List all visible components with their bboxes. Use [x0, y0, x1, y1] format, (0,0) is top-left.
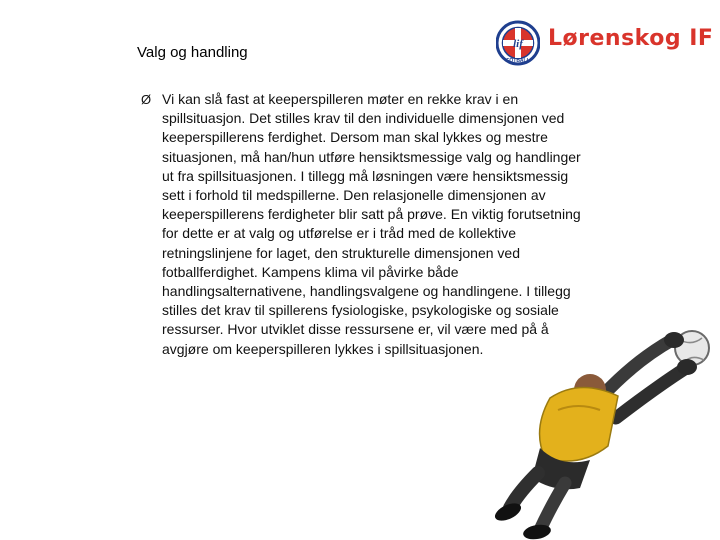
goalkeeper-diving-icon [440, 318, 720, 540]
badge-ring-text: FOTBALL [506, 58, 530, 64]
club-name: Lørenskog IF [548, 26, 714, 51]
slide-title: Valg og handling [137, 44, 248, 61]
bullet-marker-icon: Ø [141, 92, 152, 107]
badge-letters: lif [513, 38, 523, 50]
club-badge-icon [496, 18, 540, 68]
bullet-text: Vi kan slå fast at keeperspilleren møter en rekke krav i en spillsituasjon. Det stilles krav til den individuelle dimensjonen ved keeperspillerens ferdighet. Dersom man skal lykkes og mestre situasjonen, må han/hun utføre hensiktsmessige valg og handlinger ut fra spillsituasjonen. I tillegg må løsningen være hensiktsmessig sett i forhold til medspillerne. Den relasjonelle dimensjonen av keeperspillerens ferdigheter blir satt på prøve. En viktig forutsetning for dette er at valg og utførelse er i tråd med de kollektive retningslinjene for laget, den strukturelle dimensjonen ved fotballferdighet. Kampens klima vil påvirke både handlingsalternativene, handlingsvalgene og handlingene. I tillegg stilles det krav til spillerens fysiologiske, psykologiske og sosiale ressurser. Hvor utviklet disse ressursene er, vil være med på å avgjøre om keeperspilleren lykkes i spillsituasjonen. [162, 91, 581, 357]
club-logo [496, 18, 720, 70]
